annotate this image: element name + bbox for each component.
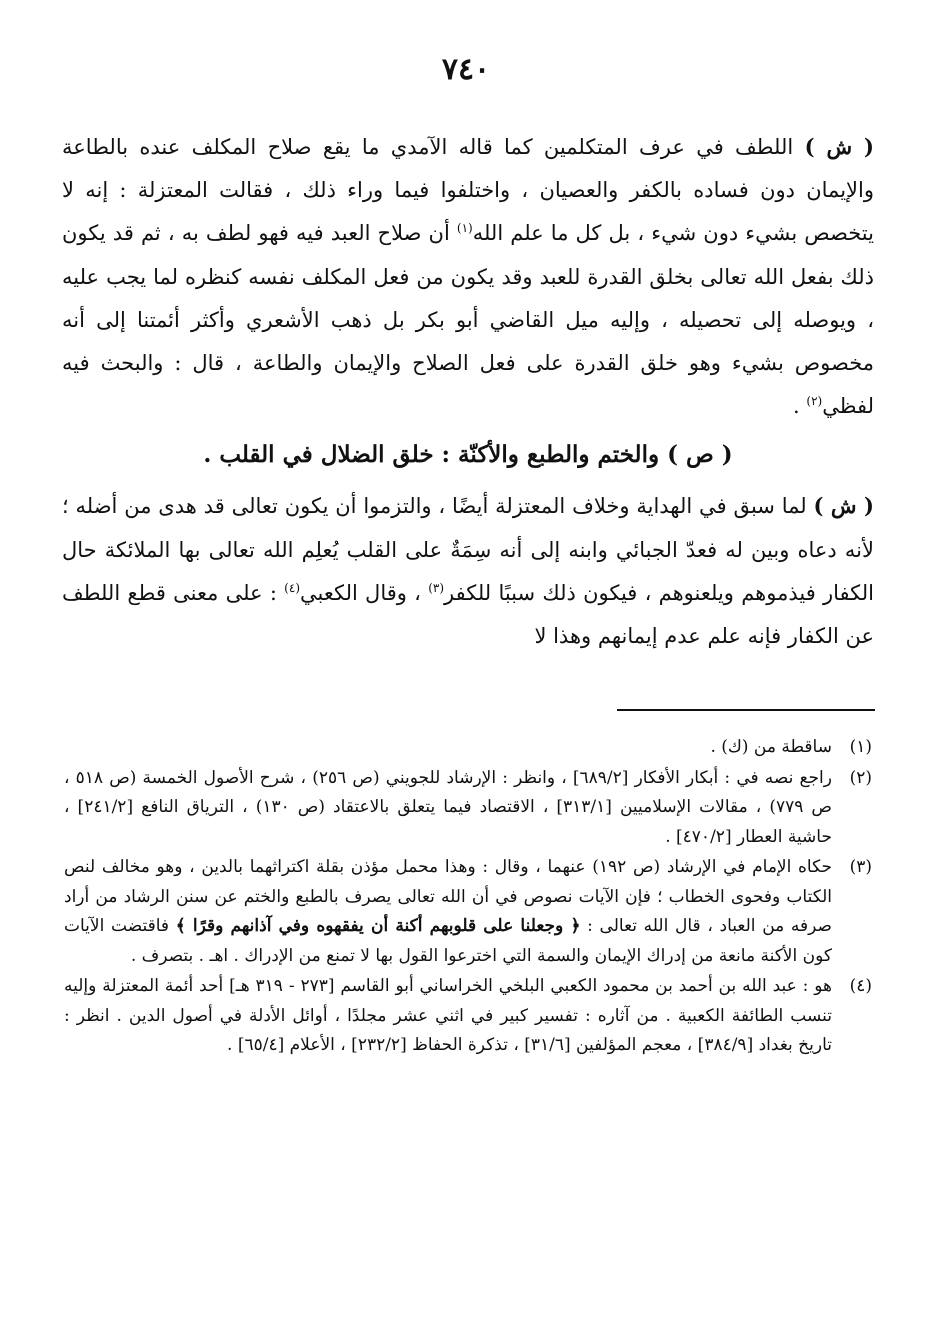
sharh-marker: ( ش ) [813,493,874,519]
paragraph-text: اللطف في عرف المتكلمين كما قاله الآمدي ما يقع صلاح المكلف عنده بالطاعة والإيمان دون فساده بالكفر والعصيان ، واختلفوا فيما وراء ذلك ، فقالت المعتزلة : إنه لا يتخصص بشيء دون شيء ، بل كل ما علم الله [62,135,874,246]
paragraph-text: لما سبق في الهداية وخلاف المعتزلة أيضًا ، والتزموا أن يكون تعالى قد هدى من أضله ؛ لأنه دعاه وبين له فعدّ الجبائي وابنه إلى أنه سِمَةٌ على القلب يُعلِم الله تعالى بها الملائكة حال الكفار فيذموهم ويلعنوهم ، فيكون ذلك سببًا للكفر [62,494,874,605]
matn-heading [62,430,874,480]
paragraph-text: أن صلاح العبد فيه فهو لطف به ، ثم قد يكون ذلك بفعل الله تعالى بخلق القدرة للعبد وقد يكون من فعل المكلف نفسه كنظره لما يجب عليه ، ويوصله إلى تحصيله ، وإليه ميل القاضي أبو بكر بل ذهب الأشعري وأكثر أئمتنا إلى أنه مخصوص بشيء وهو خلق القدرة على فعل الصلاح والإيمان والطاعة ، قال : والبحث فيه لفظي [62,221,874,419]
sharh-marker: ( ش ) [804,134,874,159]
footnote-number: (٤) [849,976,872,996]
paragraph-text: ، وقال الكعبي [300,580,429,605]
footnote-3 [64,853,872,971]
footnote-ref-1[interactable]: (١) [456,221,473,236]
footnote-1 [64,733,872,763]
footnotes [64,733,872,1062]
footnote-number: (٢) [849,767,872,788]
footnote-number: (٣) [849,857,872,877]
paragraph-text: . [793,394,807,419]
paragraph-sharh-2 [62,484,874,658]
main-text [62,125,874,658]
footnote-4 [64,972,872,1061]
footnote-2 [64,764,872,853]
footnote-ref-2[interactable]: (٢) [806,394,823,409]
matn-marker: ( ص ) [667,441,733,469]
footnote-text: ساقطة من (ك) . [710,737,832,757]
quran-verse: ﴿ وجعلنا على قلوبهم أكنة أن يفقهوه وفي آذانهم وقرًا ﴾ [175,916,581,936]
footnote-ref-4[interactable]: (٤) [284,580,300,595]
footnote-ref-3[interactable]: (٣) [428,580,445,595]
matn-text: والختم والطبع والأكنّة : خلق الضلال في القلب . [203,441,660,469]
footnote-separator [617,709,875,711]
footnote-text: هو : عبد الله بن أحمد بن محمود الكعبي البلخي الخراساني أبو القاسم [٢٧٣ - ٣١٩ هـ] أحد أئمة المعتزلة وإليه تنسب الطائفة الكعبية . من آثاره : تفسير كبير في اثني عشر مجلدًا ، أوائل الأدلة في أصول الدين . انظر : تاريخ بغداد [٣٨٤/٩] ، معجم المؤلفين [٣١/٦] ، تذكرة الحفاظ [٢٣٢/٢] ، الأعلام [٦٥/٤] . [64,976,832,1055]
footnote-text-part: فاقتضت الآيات كون الأكنة مانعة من إدراك الإيمان والسمة التي اخترعوا القول بها لا تمنع من الإدراك . اهـ . بتصرف . [64,916,832,966]
footnote-text-part: حكاه الإمام في الإرشاد (ص ١٩٢) عنهما ، وقال : وهذا محمل مؤذن بقلة اكتراثهما بالدين ، وهو مخالف لنص الكتاب وفحوى الخطاب ؛ فإن الآيات نصوص في أن الله تعالى يصرف بالطبع والختم عن سنن الرشاد من أراد صرفه من العباد ، قال الله تعالى : [64,857,833,936]
footnote-text [64,853,832,971]
footnote-number: (١) [849,737,872,757]
paragraph-text: : على معنى قطع اللطف عن الكفار فإنه علم عدم إيمانهم وهذا لا [62,580,874,649]
paragraph-sharh-1 [62,125,874,428]
footnote-text: راجع نصه في : أبكار الأفكار [٦٨٩/٢] ، وانظر : الإرشاد للجويني (ص ٢٥٦) ، شرح الأصول الخمسة (ص ٥١٨ ، ص ٧٧٩) ، مقالات الإسلاميين [٣١٣/١] ، الاقتصاد فيما يتعلق بالاعتقاد (ص ١٣٠) ، الترياق النافع [٢٤١/٢] ، حاشية العطار [٤٧٠/٢] . [64,767,832,847]
page-number: ٧٤٠ [441,52,491,87]
